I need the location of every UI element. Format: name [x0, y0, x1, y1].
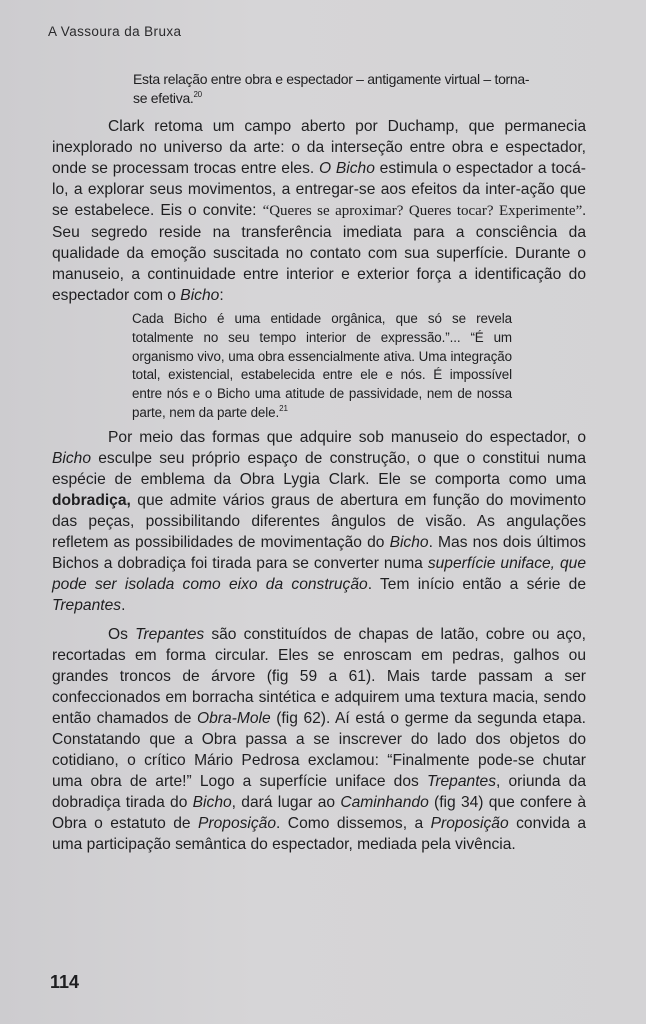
text-run: . Mas nos dois últimos Bichos a dobradiça foi tirada para se converter numa	[52, 534, 586, 572]
text-run: Seu segredo reside na transferência imediata para a consciência da qualidade da emoção suscitada no contato com sua superfície. Durante o manuseio, a continuidade entre interior e exterior força a identificação do espectador com o	[52, 224, 586, 304]
text-run: convida a uma participação semântica do espectador, mediada pela vivência.	[52, 815, 586, 853]
italic-run: Bicho	[192, 794, 232, 811]
footnote-ref: 21	[279, 403, 288, 413]
footnote-ref: 20	[193, 90, 202, 99]
text-run: . Como dissemos, a	[276, 815, 431, 832]
text-run: (fig 34) que confere à Obra o estatuto de	[52, 794, 586, 832]
italic-run: Bicho	[389, 534, 429, 551]
text-run: Por meio das formas que adquire sob manuseio do espectador, o	[108, 429, 586, 446]
page-number: 114	[50, 972, 80, 992]
text-run: esculpe seu próprio espaço de construção, o que o constitui numa espécie de emblema da Obra Lygia Clark. Ele se comporta como uma	[52, 450, 586, 488]
quote-text: Cada Bicho é uma entidade orgânica, que só se revela totalmente no seu tempo interior de expressão.”... “É um organismo vivo, uma obra essencialmente ativa. Uma integração total, existencial, estabelecida entre ele e nós. É impossível entre nós e o Bicho uma atitude de passividade, nem de nossa parte, nem da parte dele.	[132, 311, 512, 420]
paragraph-3	[52, 624, 586, 855]
text-run: , oriunda da dobradiça tirada do	[52, 773, 586, 811]
text-run: . Tem início então a série de	[367, 576, 586, 593]
running-title: A Vassoura da Bruxa	[48, 24, 182, 39]
paragraph-1	[52, 116, 586, 306]
italic-run: O Bicho	[318, 160, 375, 177]
italic-run: Trepantes	[426, 773, 497, 790]
serif-quote-run: “Queres se aproximar? Queres tocar? Experimente”.	[262, 203, 586, 219]
text-run: que admite vários graus de abertura em função do movimento das peças, possibilitando diferentes ângulos de visão. As angulações refletem as possibilidades de movimentação do	[52, 492, 586, 551]
block-quote-2	[132, 310, 512, 423]
paragraph-2	[52, 427, 586, 616]
text-run: Clark retoma um campo aberto por Duchamp, que permanecia inexplorado no universo da arte: o da interseção entre obra e espectador, onde se processam trocas entre eles.	[52, 118, 586, 177]
italic-run: Trepantes	[135, 626, 205, 643]
text-run: estimula o espectador a tocá-lo, a explorar seus movimentos, a entregar-se aos efeitos da inter-ação que se estabelece. Eis o convite:	[52, 160, 586, 219]
italic-run: Bicho	[52, 450, 92, 467]
text-run: .	[121, 597, 126, 614]
quote-text: Esta relação entre obra e espectador – antigamente virtual – torna-se efetiva.	[133, 71, 530, 106]
italic-run: Proposição	[198, 815, 277, 832]
italic-run: Bicho	[180, 287, 220, 304]
text-run: são constituídos de chapas de latão, cobre ou aço, recortadas em forma circular. Eles se enroscam em pedras, galhos ou grandes troncos de árvore (fig 59 a 61). Mais tarde passam a ser confeccionados em borracha sintética e adquirem uma textura macia, sendo então chamados de	[52, 626, 587, 727]
italic-run: Caminhando	[340, 794, 429, 811]
text-run: , dará lugar ao	[231, 794, 341, 811]
block-quote-1	[133, 70, 533, 108]
text-run: :	[219, 287, 224, 304]
italic-run: superfície uniface, que pode ser isolada como eixo da construção	[52, 555, 586, 593]
italic-run: Proposição	[430, 815, 509, 832]
text-run: Os	[108, 626, 136, 643]
italic-run: Trepantes	[52, 597, 122, 614]
italic-run: Obra-Mole	[197, 710, 271, 727]
bold-run: dobradiça,	[52, 492, 131, 509]
text-run: (fig 62). Aí está o germe da segunda etapa. Constatando que a Obra passa a se inscrever do lado dos objetos do cotidiano, o crítico Mário Pedrosa exclamou: “Finalmente pode-se chutar uma obra de arte!” Logo a superfície uniface dos	[52, 710, 586, 790]
